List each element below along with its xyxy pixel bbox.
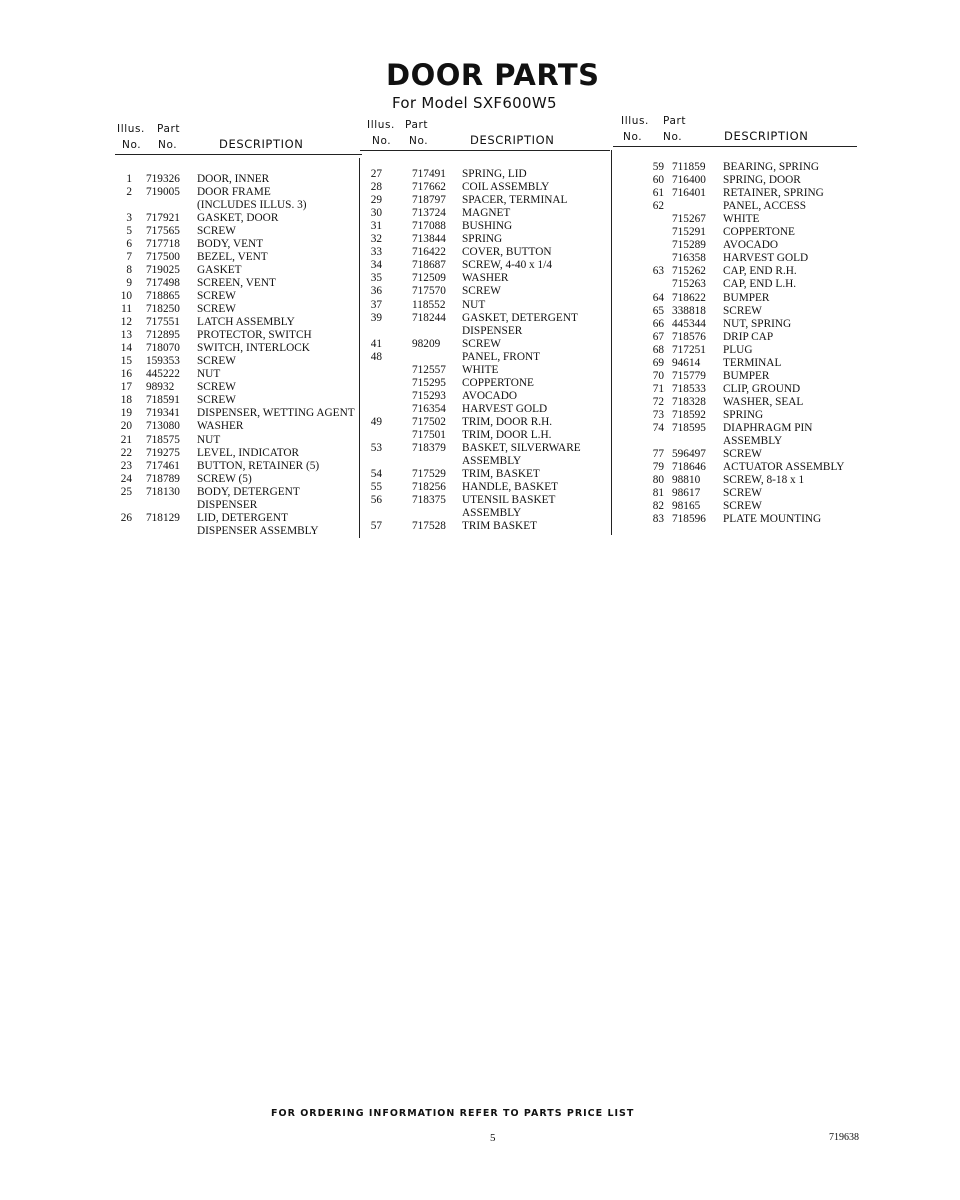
- part-description: DRIP CAP: [723, 330, 774, 343]
- page-title: DOOR PARTS: [386, 58, 600, 92]
- part-description: HARVEST GOLD: [462, 402, 548, 415]
- part-description: PANEL, ACCESS: [723, 200, 807, 213]
- part-description: BASKET, SILVERWARE: [462, 442, 581, 455]
- illus-number: 82: [652, 500, 664, 513]
- part-description: SCREW: [723, 500, 762, 513]
- part-description: WASHER: [462, 272, 509, 285]
- illus-number: 11: [121, 303, 132, 315]
- illus-number: 30: [370, 207, 382, 220]
- part-number: 715262: [672, 265, 706, 278]
- part-number: 715263: [672, 278, 706, 291]
- part-description: SPRING: [723, 408, 764, 421]
- part-description: CLIP, GROUND: [723, 382, 801, 395]
- part-number: 717718: [146, 237, 180, 250]
- illus-number: 81: [652, 487, 664, 500]
- part-number: 713724: [412, 207, 446, 220]
- header-illus: Illus.: [621, 115, 649, 127]
- part-description: WASHER: [197, 420, 244, 433]
- header-illus-no: No.: [623, 131, 643, 143]
- part-description: PANEL, FRONT: [462, 350, 541, 363]
- part-description: DIAPHRAGM PIN: [723, 422, 813, 434]
- illus-number: 10: [120, 289, 132, 302]
- illus-number: 13: [120, 329, 132, 342]
- part-description: HARVEST GOLD: [723, 252, 809, 265]
- illus-number: 2: [126, 185, 132, 198]
- part-description: BODY, VENT: [197, 237, 264, 250]
- illus-number: 7: [126, 250, 132, 263]
- illus-number: 14: [120, 342, 132, 355]
- part-number: 718129: [146, 511, 180, 524]
- illus-number: 23: [120, 459, 132, 472]
- part-description: LEVEL, INDICATOR: [197, 446, 300, 459]
- part-number: 718250: [146, 303, 180, 315]
- illus-number: 3: [126, 211, 132, 224]
- part-description: NUT: [197, 433, 221, 446]
- illus-number: 28: [370, 181, 382, 194]
- illus-number: 72: [652, 395, 664, 408]
- header-rule: [613, 146, 857, 147]
- part-number: 98209: [412, 337, 441, 350]
- part-description: COPPERTONE: [462, 376, 534, 389]
- part-number: 712895: [146, 329, 180, 342]
- illus-number: 71: [652, 382, 664, 395]
- page-subtitle: For Model SXF600W5: [392, 94, 557, 112]
- part-number: 715291: [672, 226, 706, 239]
- part-description: CAP, END L.H.: [723, 278, 797, 291]
- header-illus: Illus.: [117, 123, 145, 135]
- part-number: 98165: [672, 500, 701, 513]
- part-number: 159353: [146, 355, 180, 368]
- part-number: 718687: [412, 259, 446, 272]
- header-part: Part: [405, 119, 429, 131]
- part-description: BUSHING: [462, 220, 513, 233]
- illus-number: 26: [120, 511, 132, 524]
- illus-number: 68: [652, 343, 664, 356]
- illus-number: 83: [652, 513, 664, 526]
- part-number: 717491: [412, 168, 446, 180]
- illus-number: 53: [370, 442, 382, 455]
- part-description: WASHER, SEAL: [723, 395, 804, 408]
- illus-number: 56: [370, 494, 382, 507]
- part-number: 719275: [146, 446, 180, 459]
- illus-number: 1: [126, 172, 132, 185]
- illus-number: 74: [652, 422, 664, 434]
- part-description: CAP, END R.H.: [723, 265, 797, 278]
- part-number: 716422: [412, 246, 446, 259]
- illus-number: 39: [370, 311, 382, 324]
- part-number: 717501: [412, 429, 446, 441]
- part-number: 716354: [412, 402, 446, 415]
- illus-number: 37: [370, 298, 382, 311]
- part-number: 718797: [412, 194, 446, 207]
- part-description: COIL ASSEMBLY: [462, 181, 550, 194]
- part-description: ASSEMBLY: [462, 507, 522, 520]
- part-description: LID, DETERGENT: [197, 511, 288, 524]
- part-description: NUT: [462, 298, 486, 311]
- illus-number: 34: [370, 259, 382, 272]
- part-description: NUT: [197, 368, 221, 381]
- illus-number: 22: [120, 446, 132, 459]
- part-description: SPRING: [462, 233, 503, 246]
- part-number: 98932: [146, 381, 175, 394]
- part-number: 717570: [412, 285, 446, 298]
- part-description: UTENSIL BASKET: [462, 494, 556, 507]
- part-description: SCREEN, VENT: [197, 276, 276, 289]
- part-description: DOOR, INNER: [197, 172, 270, 185]
- column-divider: [611, 150, 612, 535]
- part-number: 717461: [146, 459, 180, 472]
- part-description: BUMPER: [723, 291, 770, 304]
- illus-number: 64: [652, 291, 664, 304]
- part-number: 719326: [146, 172, 180, 185]
- illus-number: 17: [120, 381, 132, 394]
- part-description: PROTECTOR, SWITCH: [197, 329, 312, 342]
- illus-number: 8: [126, 263, 132, 276]
- illus-number: 33: [370, 246, 382, 259]
- part-number: 718328: [672, 395, 706, 408]
- header-illus-no: No.: [372, 135, 392, 147]
- part-description: SCREW, 8-18 x 1: [723, 474, 805, 487]
- part-number: 712557: [412, 363, 446, 376]
- illus-number: 67: [652, 330, 664, 343]
- part-description: AVOCADO: [723, 239, 779, 252]
- part-number: 445344: [672, 317, 706, 330]
- part-number: 98617: [672, 487, 701, 500]
- part-description: AVOCADO: [462, 389, 518, 402]
- illus-number: 16: [120, 368, 132, 381]
- illus-number: 18: [120, 394, 132, 407]
- illus-number: 65: [652, 304, 664, 317]
- part-number: 717565: [146, 224, 180, 237]
- part-number: 713080: [146, 420, 180, 433]
- part-number: 718244: [412, 311, 446, 324]
- illus-number: 54: [370, 468, 382, 481]
- part-number: 717088: [412, 220, 446, 233]
- part-number: 718379: [412, 442, 446, 455]
- part-number: 338818: [672, 304, 706, 317]
- part-number: 718592: [672, 408, 706, 421]
- illus-number: 36: [370, 285, 382, 298]
- part-description: COVER, BUTTON: [462, 246, 552, 259]
- part-number: 711859: [672, 161, 706, 173]
- part-description: GASKET: [197, 263, 242, 276]
- part-description: RETAINER, SPRING: [723, 187, 824, 200]
- part-number: 719005: [146, 185, 180, 198]
- part-description: (INCLUDES ILLUS. 3): [197, 198, 307, 211]
- part-number: 717921: [146, 211, 180, 224]
- part-description: TRIM, DOOR R.H.: [462, 415, 553, 428]
- header-part-no: No.: [409, 135, 429, 147]
- illus-number: 49: [370, 415, 382, 428]
- part-number: 717551: [146, 316, 180, 329]
- part-number: 718591: [146, 394, 180, 407]
- part-description: WHITE: [462, 363, 499, 376]
- part-description: SPRING, LID: [462, 168, 527, 180]
- page-number: 5: [490, 1132, 496, 1144]
- part-number: 719025: [146, 263, 180, 276]
- part-description: DISPENSER ASSEMBLY: [197, 524, 319, 537]
- part-description: DISPENSER, WETTING AGENT: [197, 407, 355, 420]
- illus-number: 55: [370, 481, 382, 494]
- illus-number: 77: [652, 448, 664, 461]
- header-rule: [360, 150, 610, 151]
- part-description: BUTTON, RETAINER (5): [197, 459, 320, 472]
- part-number: 715293: [412, 389, 446, 402]
- part-number: 717502: [412, 415, 446, 428]
- part-number: 718256: [412, 481, 446, 494]
- part-number: 716358: [672, 252, 706, 265]
- illus-number: 48: [370, 350, 382, 363]
- part-description: ACTUATOR ASSEMBLY: [723, 461, 845, 474]
- part-number: 596497: [672, 448, 706, 461]
- part-number: 712509: [412, 272, 446, 285]
- part-number: 717662: [412, 181, 446, 194]
- part-number: 718375: [412, 494, 446, 507]
- part-description: SCREW, 4-40 x 1/4: [462, 259, 552, 272]
- part-description: SCREW: [462, 285, 501, 298]
- part-number: 715267: [672, 213, 706, 226]
- illus-number: 20: [120, 420, 132, 433]
- part-number: 715295: [412, 376, 446, 389]
- header-part-no: No.: [158, 139, 178, 151]
- header-description: DESCRIPTION: [724, 129, 809, 143]
- part-description: BODY, DETERGENT: [197, 485, 300, 498]
- part-description: SPRING, DOOR: [723, 174, 801, 187]
- part-description: SCREW: [462, 337, 501, 350]
- illus-number: 21: [120, 433, 132, 446]
- part-number: 717529: [412, 468, 446, 481]
- part-number: 718070: [146, 342, 180, 355]
- header-part: Part: [663, 115, 687, 127]
- part-number: 718646: [672, 461, 706, 474]
- illus-number: 61: [652, 187, 664, 200]
- illus-number: 70: [652, 369, 664, 382]
- part-description: SPACER, TERMINAL: [462, 194, 568, 207]
- ordering-note: FOR ORDERING INFORMATION REFER TO PARTS PRICE LIST: [271, 1108, 635, 1119]
- illus-number: 6: [126, 237, 132, 250]
- illus-number: 27: [370, 168, 382, 180]
- part-number: 715779: [672, 369, 706, 382]
- part-description: BUMPER: [723, 369, 770, 382]
- part-description: SCREW: [197, 224, 236, 237]
- illus-number: 9: [126, 276, 132, 289]
- part-number: 717498: [146, 276, 180, 289]
- illus-number: 73: [652, 408, 664, 421]
- illus-number: 32: [370, 233, 382, 246]
- illus-number: 29: [370, 194, 382, 207]
- part-number: 717500: [146, 250, 180, 263]
- part-description: DOOR FRAME: [197, 185, 271, 198]
- part-description: SCREW: [197, 394, 236, 407]
- illus-number: 19: [120, 407, 132, 420]
- part-description: ASSEMBLY: [462, 455, 522, 468]
- illus-number: 63: [652, 265, 664, 278]
- part-description: SCREW: [723, 304, 762, 317]
- part-description: SWITCH, INTERLOCK: [197, 342, 310, 355]
- part-description: DISPENSER: [197, 498, 258, 511]
- illus-number: 41: [370, 337, 382, 350]
- header-illus: Illus.: [367, 119, 395, 131]
- part-number: 94614: [672, 356, 701, 369]
- part-description: PLATE MOUNTING: [723, 513, 822, 526]
- document-number: 719638: [829, 1132, 859, 1143]
- illus-number: 60: [652, 174, 664, 187]
- part-description: GASKET, DETERGENT: [462, 311, 578, 324]
- illus-number: 5: [126, 224, 132, 237]
- part-description: BEZEL, VENT: [197, 250, 268, 263]
- part-number: 718130: [146, 485, 180, 498]
- part-description: GASKET, DOOR: [197, 211, 279, 224]
- part-description: BEARING, SPRING: [723, 161, 820, 173]
- part-description: MAGNET: [462, 207, 511, 220]
- part-number: 715289: [672, 239, 706, 252]
- part-description: NUT, SPRING: [723, 317, 792, 330]
- part-description: HANDLE, BASKET: [462, 481, 559, 494]
- part-number: 445222: [146, 368, 180, 381]
- part-description: SCREW: [197, 381, 236, 394]
- part-description: SCREW: [197, 303, 236, 315]
- header-description: DESCRIPTION: [219, 137, 304, 151]
- part-description: COPPERTONE: [723, 226, 795, 239]
- part-number: 718865: [146, 289, 180, 302]
- illus-number: 80: [652, 474, 664, 487]
- part-description: SCREW: [723, 448, 762, 461]
- illus-number: 69: [652, 356, 664, 369]
- illus-number: 35: [370, 272, 382, 285]
- illus-number: 59: [652, 161, 664, 173]
- illus-number: 15: [120, 355, 132, 368]
- part-description: DISPENSER: [462, 324, 523, 337]
- part-number: 718575: [146, 433, 180, 446]
- header-rule: [115, 154, 362, 155]
- illus-number: 62: [652, 200, 664, 213]
- illus-number: 31: [370, 220, 382, 233]
- illus-number: 24: [120, 472, 132, 485]
- part-number: 713844: [412, 233, 446, 246]
- part-description: SCREW: [197, 289, 236, 302]
- part-description: LATCH ASSEMBLY: [197, 316, 295, 329]
- part-description: WHITE: [723, 213, 760, 226]
- part-number: 718596: [672, 513, 706, 526]
- header-part-no: No.: [663, 131, 683, 143]
- header-part: Part: [157, 123, 181, 135]
- part-number: 718533: [672, 382, 706, 395]
- illus-number: 66: [652, 317, 664, 330]
- header-description: DESCRIPTION: [470, 133, 555, 147]
- part-description: TERMINAL: [723, 356, 782, 369]
- part-number: 716400: [672, 174, 706, 187]
- part-description: TRIM, DOOR L.H.: [462, 429, 552, 441]
- part-description: TRIM BASKET: [462, 520, 538, 533]
- part-number: 719341: [146, 407, 180, 420]
- part-description: SCREW: [723, 487, 762, 500]
- part-description: SCREW (5): [197, 472, 252, 485]
- illus-number: 57: [370, 520, 382, 533]
- part-description: ASSEMBLY: [723, 435, 783, 448]
- part-number: 716401: [672, 187, 706, 200]
- part-description: TRIM, BASKET: [462, 468, 540, 481]
- part-description: PLUG: [723, 343, 753, 356]
- part-number: 98810: [672, 474, 701, 487]
- part-number: 718789: [146, 472, 180, 485]
- illus-number: 12: [120, 316, 132, 329]
- part-description: SCREW: [197, 355, 236, 368]
- part-number: 717251: [672, 343, 706, 356]
- part-number: 718595: [672, 422, 706, 434]
- part-number: 118552: [412, 298, 446, 311]
- part-number: 717528: [412, 520, 446, 533]
- part-number: 718622: [672, 291, 706, 304]
- part-number: 718576: [672, 330, 706, 343]
- illus-number: 79: [652, 461, 664, 474]
- header-illus-no: No.: [122, 139, 142, 151]
- illus-number: 25: [120, 485, 132, 498]
